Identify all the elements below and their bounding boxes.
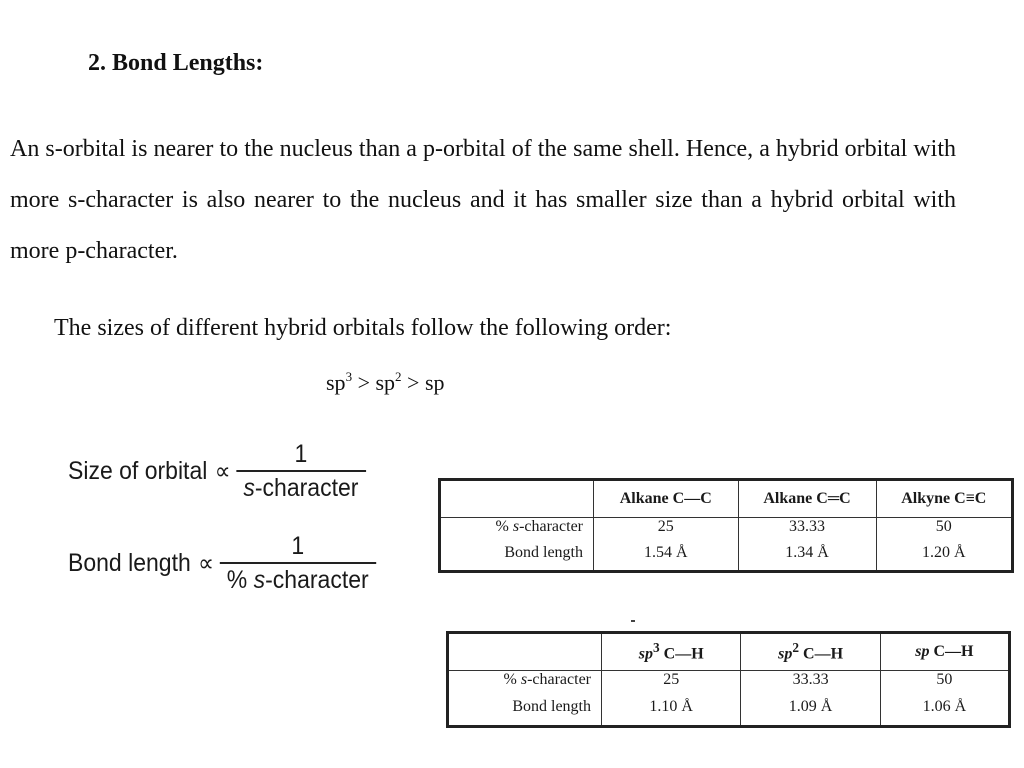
order-intro-text: The sizes of different hybrid orbitals follow the following order: — [54, 315, 672, 341]
row-label-s-character — [448, 671, 602, 699]
hdr-exp: 3 — [652, 640, 660, 656]
formula1-den-rest: -character — [254, 474, 359, 502]
label-s: s — [512, 518, 520, 535]
table-cell: 1.10 Å — [602, 698, 741, 727]
label-pct: % — [495, 518, 513, 535]
order-gt-2: > — [401, 370, 425, 395]
order-sp3-base: sp — [326, 370, 346, 395]
formula2-fraction — [219, 532, 376, 594]
table-header: Alkane C—C — [594, 480, 739, 518]
formula2-den-rest: -character — [265, 566, 369, 594]
order-sp3-exp: 3 — [345, 369, 353, 384]
carbon-hydrogen-bond-table — [446, 631, 1011, 728]
formula1-fraction — [236, 440, 366, 502]
row-label-s-character — [440, 518, 594, 545]
table-cell: 33.33 — [741, 671, 880, 699]
table-cell: 1.06 Å — [880, 698, 1009, 727]
table-cell: 50 — [876, 518, 1012, 545]
formula2-den-pct: % — [226, 566, 254, 594]
table-row — [440, 544, 1013, 572]
intro-paragraph: An s-orbital is nearer to the nucleus than a p-orbital of the same shell. Hence, a hybrid orbital with more s-character is also nearer to the nucleus and it has smaller size than a hybrid orbital with more p-character. — [10, 136, 956, 264]
row-label-bond-length: Bond length — [440, 544, 594, 572]
table-header — [741, 633, 880, 671]
formula1-den-s: s — [243, 474, 255, 502]
table-row — [448, 671, 1010, 699]
hdr-rest: C—H — [659, 645, 704, 663]
hdr-base: sp — [915, 643, 930, 660]
table-header — [602, 633, 741, 671]
table-row — [448, 698, 1010, 727]
label-rest: -character — [527, 671, 591, 688]
hdr-base: sp — [778, 645, 793, 663]
order-sp2-base: sp — [375, 370, 396, 395]
stray-mark — [631, 620, 635, 622]
row-label-bond-length: Bond length — [448, 698, 602, 727]
formula1-denominator — [236, 470, 366, 502]
table-cell: 50 — [880, 671, 1009, 699]
section-heading: 2. Bond Lengths: — [88, 50, 264, 76]
table-header: Alkane C═C — [738, 480, 876, 518]
table-header-row — [448, 633, 1010, 671]
formula2-label: Bond length — [68, 548, 191, 577]
table-corner-cell — [448, 633, 602, 671]
hdr-rest: C—H — [799, 645, 844, 663]
formula2-den-s: s — [253, 566, 266, 594]
label-rest: -character — [519, 518, 583, 535]
table-header — [880, 633, 1009, 671]
table-row — [440, 518, 1013, 545]
order-sp: sp — [424, 370, 445, 395]
table-header: Alkyne C≡C — [876, 480, 1012, 518]
table-cell: 25 — [594, 518, 739, 545]
hdr-base: sp — [638, 645, 653, 663]
formula1-label: Size of orbital — [68, 456, 208, 485]
formula2-denominator — [219, 562, 376, 594]
table-corner-cell — [440, 480, 594, 518]
table-cell: 1.09 Å — [741, 698, 880, 727]
formula2-numerator: 1 — [291, 532, 305, 560]
table-cell: 1.54 Å — [594, 544, 739, 572]
formula1-numerator: 1 — [294, 440, 308, 468]
hybrid-size-order — [326, 370, 445, 396]
order-sp2-exp: 2 — [395, 369, 402, 384]
proportional-symbol: ∝ — [214, 457, 231, 485]
proportional-symbol: ∝ — [198, 549, 214, 577]
hdr-rest: C—H — [929, 643, 974, 660]
table-cell: 33.33 — [738, 518, 876, 545]
order-gt-1: > — [352, 370, 376, 395]
table-header-row — [440, 480, 1013, 518]
carbon-carbon-bond-table — [438, 478, 1014, 573]
table-cell: 25 — [602, 671, 741, 699]
formula-size-of-orbital — [68, 440, 366, 502]
label-pct: % — [503, 671, 521, 688]
table-cell: 1.34 Å — [738, 544, 876, 572]
table-cell: 1.20 Å — [876, 544, 1012, 572]
formula-bond-length — [68, 532, 376, 594]
label-s: s — [520, 671, 528, 688]
hdr-exp: 2 — [792, 640, 800, 656]
